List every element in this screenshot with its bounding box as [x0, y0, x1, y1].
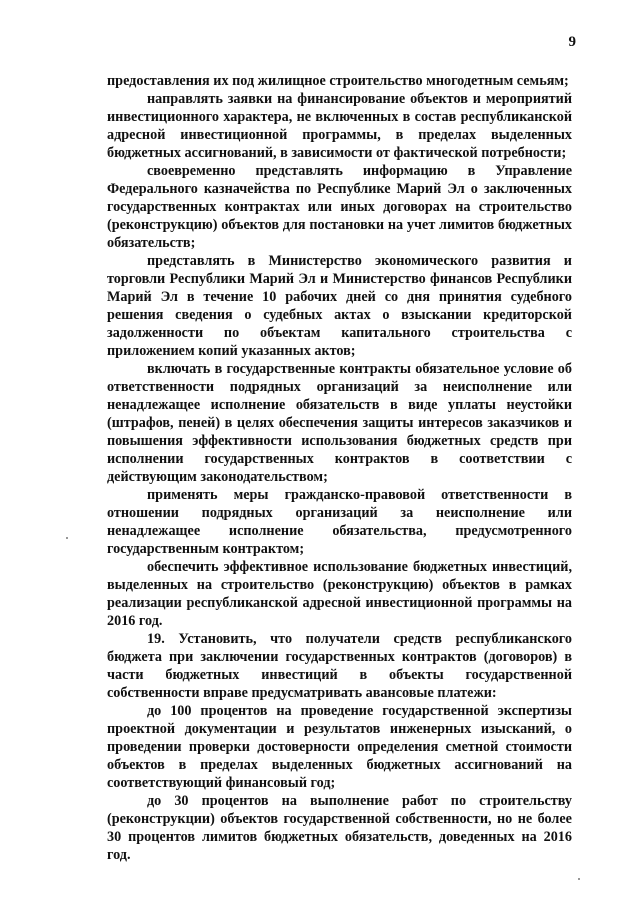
paragraph-3: своевременно представлять информацию в Управление Федерального казначейства по Республике Марий Эл о заключенных государственных контрактах или иных договорах на строительство (реконструкцию) объектов для постановки на учет лимитов бюджетных обязательств; — [107, 163, 572, 251]
paragraph-8: 19. Установить, что получатели средств республиканского бюджета при заключении государственных контрактов (договоров) в части бюджетных инвестиций в объекты государственной собственности вправе предусматривать авансовые платежи: — [107, 631, 572, 701]
paragraph-5: включать в государственные контракты обязательное условие об ответственности подрядных организаций за неисполнение или ненадлежащее исполнение обязательств в виде уплаты неустойки (штрафов, пеней) в целях обеспечения защиты интересов заказчиков и повышения эффективности использования бюджетных средств при исполнении государственных контрактов в соответствии с действующим законодательством; — [107, 361, 572, 485]
paragraph-2: направлять заявки на финансирование объектов и мероприятий инвестиционного характера, не включенных в состав республиканской адресной инвестиционной программы, в пределах выделенных бюджетных ассигнований, в зависимости от фактической потребности; — [107, 91, 572, 161]
paragraph-9: до 100 процентов на проведение государственной экспертизы проектной документации и результатов инженерных изысканий, о проведении проверки достоверности определения сметной стоимости объектов в пределах выделенных бюджетных ассигнований на соответствующий финансовый год; — [107, 703, 572, 791]
paragraph-4: представлять в Министерство экономического развития и торговли Республики Марий Эл и Министерство финансов Республики Марий Эл в течение 10 рабочих дней со дня принятия судебного решения сведения о судебных актах о взыскании кредиторской задолженности по объектам капитального строительства с приложением копий указанных актов; — [107, 253, 572, 359]
paragraph-6: применять меры гражданско-правовой ответственности в отношении подрядных организаций за неисполнение или ненадлежащее исполнение обязательства, предусмотренного государственным контрактом; — [107, 487, 572, 557]
document-body — [107, 72, 572, 864]
scan-speck — [578, 878, 580, 880]
scan-speck — [66, 537, 68, 539]
paragraph-7: обеспечить эффективное использование бюджетных инвестиций, выделенных на строительство (реконструкцию) объектов в рамках реализации республиканской адресной инвестиционной программы на 2016 год. — [107, 559, 572, 629]
paragraph-10: до 30 процентов на выполнение работ по строительству (реконструкции) объектов государственной собственности, но не более 30 процентов лимитов бюджетных обязательств, доведенных на 2016 год. — [107, 793, 572, 863]
page-number: 9 — [568, 34, 576, 50]
paragraph-1: предоставления их под жилищное строительство многодетным семьям; — [107, 73, 569, 89]
